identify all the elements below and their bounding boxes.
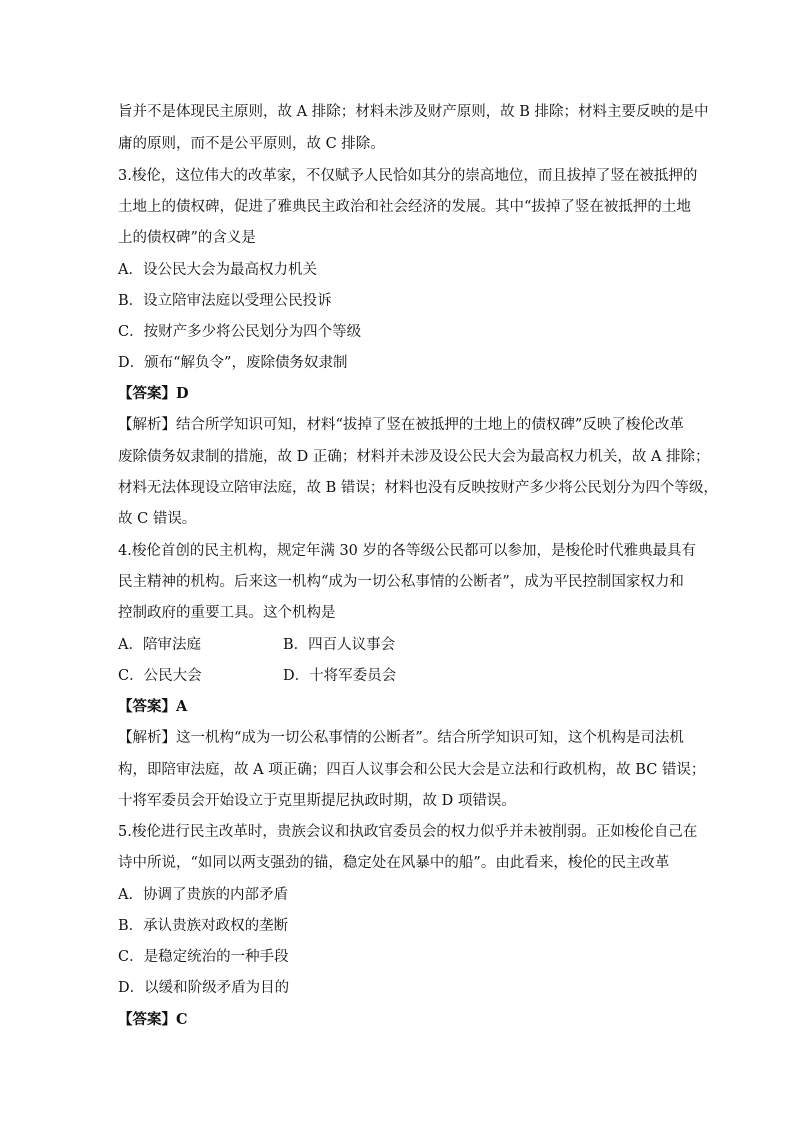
analysis-text: 材料无法体现设立陪审法庭，故 B 错误；材料也没有反映按财产多少将公民划分为四个等级，: [118, 480, 718, 496]
text-line: 旨并不是体现民主原则，故 A 排除；材料未涉及财产原则，故 B 排除；材料主要反映的是中: [118, 104, 709, 120]
question-4-option-a: A．陪审法庭: [118, 637, 201, 653]
answer-label: 【答案】D: [118, 385, 189, 402]
text-line: 庸的原则，而不是公平原则，故 C 排除。: [118, 136, 385, 152]
question-4-option-d: D．十将军委员会: [283, 668, 397, 684]
analysis-text: 十将军委员会开始设立于克里斯提尼执政时期，故 D 项错误。: [118, 793, 516, 809]
question-4-stem: 民主精神的机构。后来这一机构“成为一切公私事情的公断者”，成为平民控制国家权力和: [118, 574, 684, 590]
answer-label: 【答案】C: [118, 1011, 188, 1028]
analysis-text: 故 C 错误。: [118, 511, 197, 527]
question-5-stem: 5.梭伦进行民主改革时，贵族会议和执政官委员会的权力似乎并未被削弱。正如梭伦自己在: [118, 824, 698, 840]
question-4-stem: 4.梭伦首创的民主机构，规定年满 30 岁的各等级公民都可以参加，是梭伦时代雅典最具有: [118, 543, 696, 559]
question-3-stem: 土地上的债权碑，促进了雅典民主政治和社会经济的发展。其中“拔掉了竖在被抵押的土地: [118, 199, 691, 215]
question-5-option-d: D．以缓和阶级矛盾为目的: [118, 980, 290, 996]
question-4-option-b: B．四百人议事会: [283, 637, 396, 653]
analysis-text: 废除债务奴隶制的措施，故 D 正确；材料并未涉及设公民大会为最高权力机关，故 A 排除；: [118, 449, 710, 465]
question-3-option-d: D．颁布“解负令”，废除债务奴隶制: [118, 355, 348, 371]
question-5-option-c: C．是稳定统治的一种手段: [118, 949, 289, 965]
question-3-stem: 3.梭伦，这位伟大的改革家，不仅赋予人民恰如其分的崇高地位，而且拔掉了竖在被抵押的: [118, 168, 698, 184]
question-4-option-c: C．公民大会: [118, 668, 202, 684]
analysis-text: 构，即陪审法庭，故 A 项正确；四百人议事会和公民大会是立法和行政机构，故 BC 错误；: [118, 762, 706, 778]
question-3-option-b: B．设立陪审法庭以受理公民投诉: [118, 293, 332, 309]
question-3-stem: 上的债权碑”的含义是: [118, 230, 256, 246]
question-5-option-b: B．承认贵族对政权的垄断: [118, 918, 289, 934]
answer-label: 【答案】A: [118, 698, 188, 715]
question-5-stem: 诗中所说，“如同以两支强劲的锚，稳定处在风暴中的船”。由此看来，梭伦的民主改革: [118, 855, 670, 871]
analysis-text: 【解析】这一机构“成为一切公私事情的公断者”。结合所学知识可知，这个机构是司法机: [118, 730, 684, 746]
question-4-stem: 控制政府的重要工具。这个机构是: [118, 605, 336, 621]
question-5-option-a: A．协调了贵族的内部矛盾: [118, 887, 288, 903]
question-3-option-c: C．按财产多少将公民划分为四个等级: [118, 324, 362, 340]
analysis-text: 【解析】结合所学知识可知，材料“拔掉了竖在被抵押的土地上的债权碑”反映了梭伦改革: [118, 417, 684, 433]
question-3-option-a: A．设公民大会为最高权力机关: [118, 262, 317, 278]
